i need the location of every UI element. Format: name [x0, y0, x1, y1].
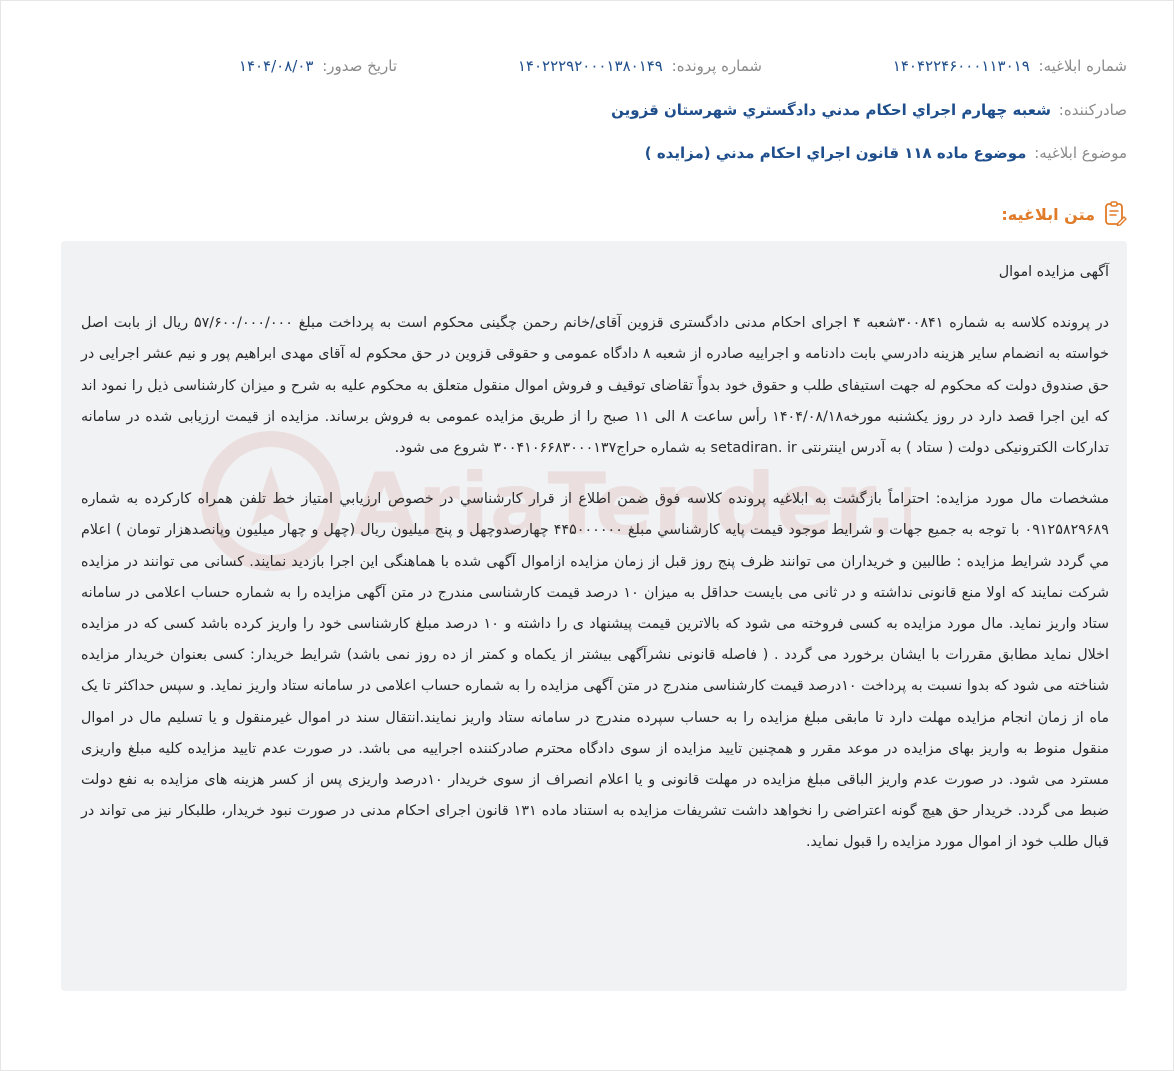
notice-body-box: [61, 241, 1127, 991]
subject-label: موضوع ابلاغیه:: [1034, 144, 1127, 162]
subject-value: موضوع ماده ۱۱۸ قانون اجراي احكام مدني (مزايده ): [644, 144, 1027, 162]
notice-meta-row: [41, 57, 1127, 83]
issuer-label: صادرکننده:: [1058, 101, 1127, 119]
notice-text-title-label: متن ابلاغیه:: [1001, 204, 1095, 224]
notice-number: [893, 57, 1127, 75]
issuer-value: شعبه چهارم اجراي احكام مدني دادگستري شهرستان قزوين: [611, 101, 1051, 119]
issuer-line: [611, 101, 1127, 119]
issue-date: [239, 57, 397, 75]
case-number-value: ۱۴۰۲۲۲۹۲۰۰۰۱۳۸۰۱۴۹: [517, 57, 663, 75]
document-list-icon: [1103, 201, 1127, 227]
case-number-label: شماره پرونده:: [671, 57, 762, 75]
notice-heading: آگهی مزایده اموال: [998, 264, 1109, 280]
issue-date-value: ۱۴۰۴/۰۸/۰۳: [238, 57, 314, 75]
issue-date-label: تاریخ صدور:: [322, 57, 397, 75]
watermark-text: AriaTender.: [351, 455, 897, 555]
notice-text-title: [1001, 201, 1127, 227]
case-number: [518, 57, 762, 75]
notice-paragraph-2: مشخصات مال مورد مزایده: احتراماً بازگشت به ابلاغيه پرونده كلاسه فوق ضمن اطلاع از قرار كارشناسي در خصوص ارزيابي امتياز خط تلفن همراه كاركرده به شماره ۰۹۱۲۵۸۲۹۶۸۹ با توجه به جميع جهات و شرايط موجود قيمت پايه كارشناسي مبلغ ۴۴۵۰۰۰۰۰۰ چهارصدوچهل و پنج ميليون ريال (چهل و چهار ميليون وپانصدهزار تومان ) اعلام مي گردد شرایط مزایده : طالبین و خریداران می توانند ظرف پنج روز قبل از زمان مزایده ازاموال آگهی شده با هماهنگی این اجرا بازدید نمایند. کسانی می توانند در مزایده شرکت نمایند که اولا منع قانونی نداشته و در ثانی می بایست حداقل به میزان ۱۰ درصد قیمت کارشناسی مندرج در متن آگهی مزایده را به شماره حساب اعلامی در سامانه ستاد واریز نماید. مال مورد مزایده به کسی فروخته می شود که بالاترین قیمت پیشنهاد ی را داشته و ۱۰ درصد مبلغ کارشناسی خود را واریز کرده باشد کسی که در مزایده اخلال نماید مطابق مقررات با ایشان برخورد می گردد . ( فاصله قانونی نشرآگهی بیشتر از یکماه و کمتر از ده روز نمی باشد) شرایط خریدار: کسی بعنوان خریدار مزایده شناخته می شود که بدوا نسبت به پرداخت ۱۰درصد قیمت کارشناسی مندرج در متن آگهی مزایده را به شماره حساب اعلامی در سامانه ستاد واریز نماید. و سپس حداکثر تا یک ماه از زمان انجام مزایده مهلت دارد تا مابقی مبلغ مزایده را به حساب سپرده مندرج در سامانه ستاد واریز نمایند.انتقال سند در اموال غیرمنقول و یا تسلیم مال در اموال منقول منوط به واریز بهای مزایده در موعد مقرر و همچنین تایید مزایده از سوی دادگاه محترم صادرکننده اجراییه می باشد. در صورت عدم تایید مزایده کلیه مبلغ واریزی مسترد می شود. در صورت عدم واریز الباقی مبلغ مزایده در مهلت قانونی و یا اعلام انصراف از سوی خریدار ۱۰درصد واریزی پس از کسر هزینه های مزایده به نفع دولت ضبط می گردد. خریدار حق هیچ گونه اعتراضی را نخواهد داشت تشریفات مزایده به استناد ماده ۱۳۱ قانون اجرای احکام مدنی در صورت نبود خریدار، طلبکار نیز می تواند در قبال طلب خود از اموال مورد مزایده را قبول نماید.: [81, 491, 1110, 851]
notice-body-text: [81, 257, 1109, 879]
notice-number-value: ۱۴۰۴۲۲۴۶۰۰۰۱۱۳۰۱۹: [892, 57, 1030, 75]
subject-line: [645, 144, 1127, 162]
notice-paragraph-1: در پرونده کلاسه به شماره ۳۰۰۸۴۱شعبه ۴ اجرای احکام مدنی دادگستری قزوین آقای/خانم رحمن چگینی محکوم است به پرداخت مبلغ ۵۷/۶۰۰/۰۰۰/۰۰۰ ریال از بابت اصل خواسته به انضمام سایر هزینه دادرسي بابت دادنامه و اجراییه صادره از شعبه ۸ دادگاه عمومی و حقوقی قزوین در حق محکوم له آقای مهدی ابراهیم پور و نیم عشر اجرایی در حق صندوق دولت که محکوم له جهت استیفای طلب و حقوق خود بدواً تقاضای توقیف و فروش اموال منقول متعلق به محکوم علیه به شرح و میزان کارشناسی ذیل را نمود اند که این اجرا قصد دارد در روز یکشنبه مورخه۱۴۰۴/۰۸/۱۸ رأس ساعت ۸ الی ۱۱ صبح را از طریق مزایده عمومی به فروش برساند. مزایده از قیمت ارزیابی شده در سامانه تدارکات الکترونیکی دولت ( ستاد ) به آدرس اینترنتی setadiran. ir به شماره حراج۳۰۰۴۱۰۶۶۸۳۰۰۰۱۳۷ شروع می شود.: [81, 315, 1109, 457]
notice-number-label: شماره ابلاغیه:: [1038, 57, 1127, 75]
